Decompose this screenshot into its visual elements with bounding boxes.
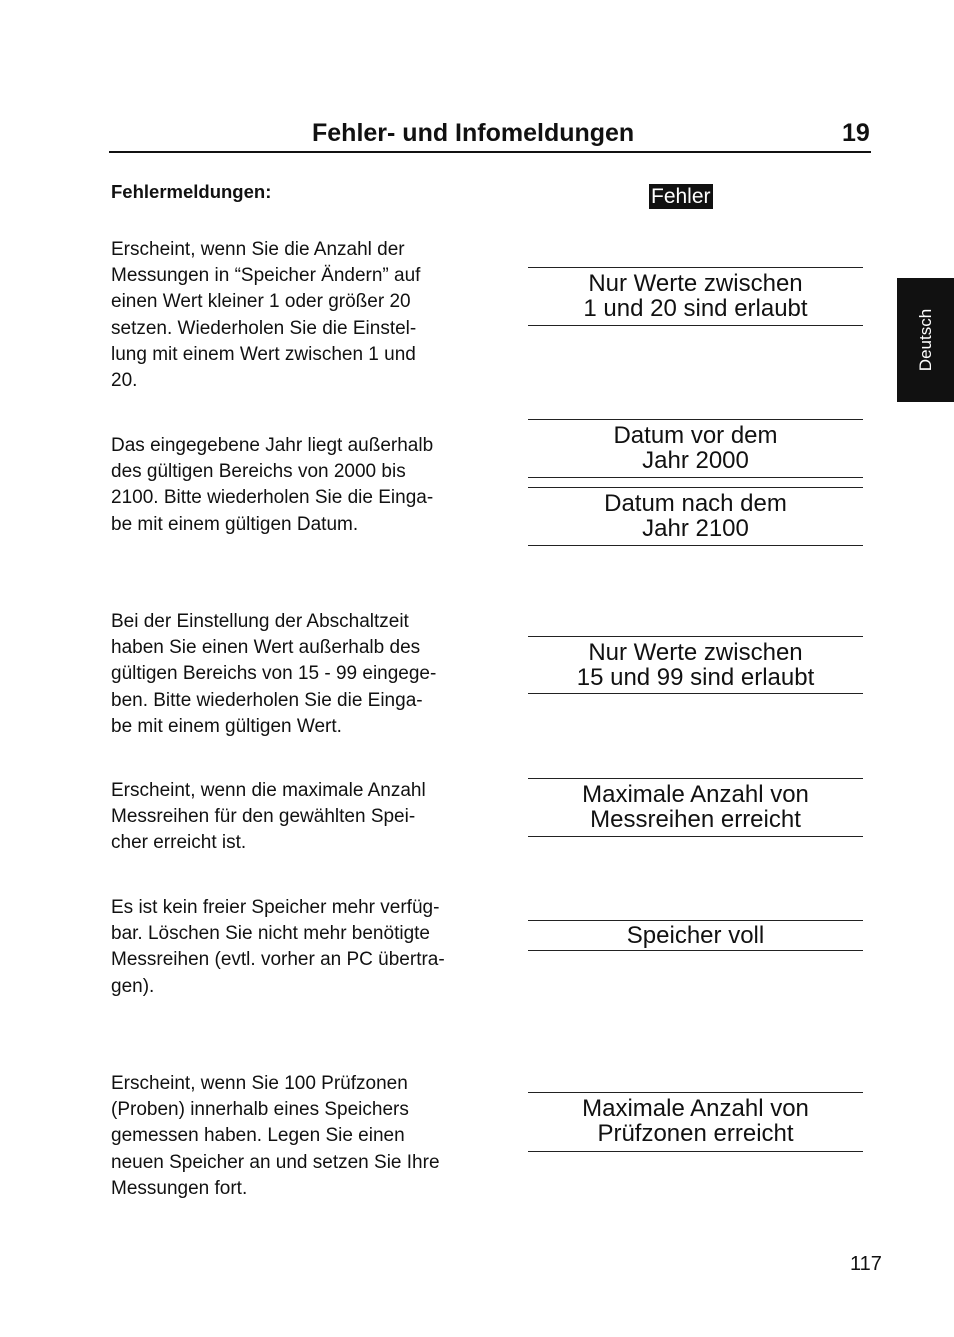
- error-message-display: Datum nach dem Jahr 2100: [528, 487, 863, 546]
- language-side-tab-label: Deutsch: [915, 308, 935, 372]
- error-message-display: Nur Werte zwischen 1 und 20 sind erlaubt: [528, 267, 863, 326]
- error-message-display: Speicher voll: [528, 920, 863, 951]
- error-description: Bei der Einstellung der Abschaltzeit haben Sie einen Wert außerhalb des gültigen Bereichs von 15 - 99 eingege- ben. Bitte wiederholen Sie die Einga- be mit einem gültigen Wert.: [111, 611, 437, 737]
- page-title: Fehler- und Infomeldungen: [312, 119, 635, 147]
- page-number: 117: [850, 1253, 882, 1275]
- error-description: Erscheint, wenn die maximale Anzahl Messreihen für den gewählten Spei- cher erreicht ist.: [111, 780, 426, 854]
- error-message-display: Nur Werte zwischen 15 und 99 sind erlaubt: [528, 636, 863, 694]
- section-heading: Fehlermeldungen:: [111, 181, 272, 202]
- error-display-tag: Fehler: [651, 185, 711, 208]
- chapter-number: 19: [842, 119, 870, 147]
- error-message-display: Maximale Anzahl von Prüfzonen erreicht: [528, 1092, 863, 1152]
- error-description: Erscheint, wenn Sie die Anzahl der Messungen in “Speicher Ändern” auf einen Wert kleiner 1 oder größer 20 setzen. Wiederholen Sie die Einstel- lung mit einem Wert zwischen 1 und 20.: [111, 239, 421, 392]
- language-side-tab: [897, 278, 954, 402]
- error-description: Das eingegebene Jahr liegt außerhalb des gültigen Bereichs von 2000 bis 2100. Bitte wiederholen Sie die Einga- be mit einem gültigen Datum.: [111, 435, 434, 535]
- error-description: Erscheint, wenn Sie 100 Prüfzonen (Proben) innerhalb eines Speichers gemessen haben. Legen Sie einen neuen Speicher an und setzen Sie Ihre Messungen fort.: [111, 1073, 440, 1199]
- error-message-display: Datum vor dem Jahr 2000: [528, 419, 863, 478]
- error-message-display: Maximale Anzahl von Messreihen erreicht: [528, 778, 863, 837]
- error-description: Es ist kein freier Speicher mehr verfüg- bar. Löschen Sie nicht mehr benötigte Messreihen (evtl. vorher an PC übertra- gen).: [111, 897, 445, 997]
- header-divider: [109, 151, 871, 153]
